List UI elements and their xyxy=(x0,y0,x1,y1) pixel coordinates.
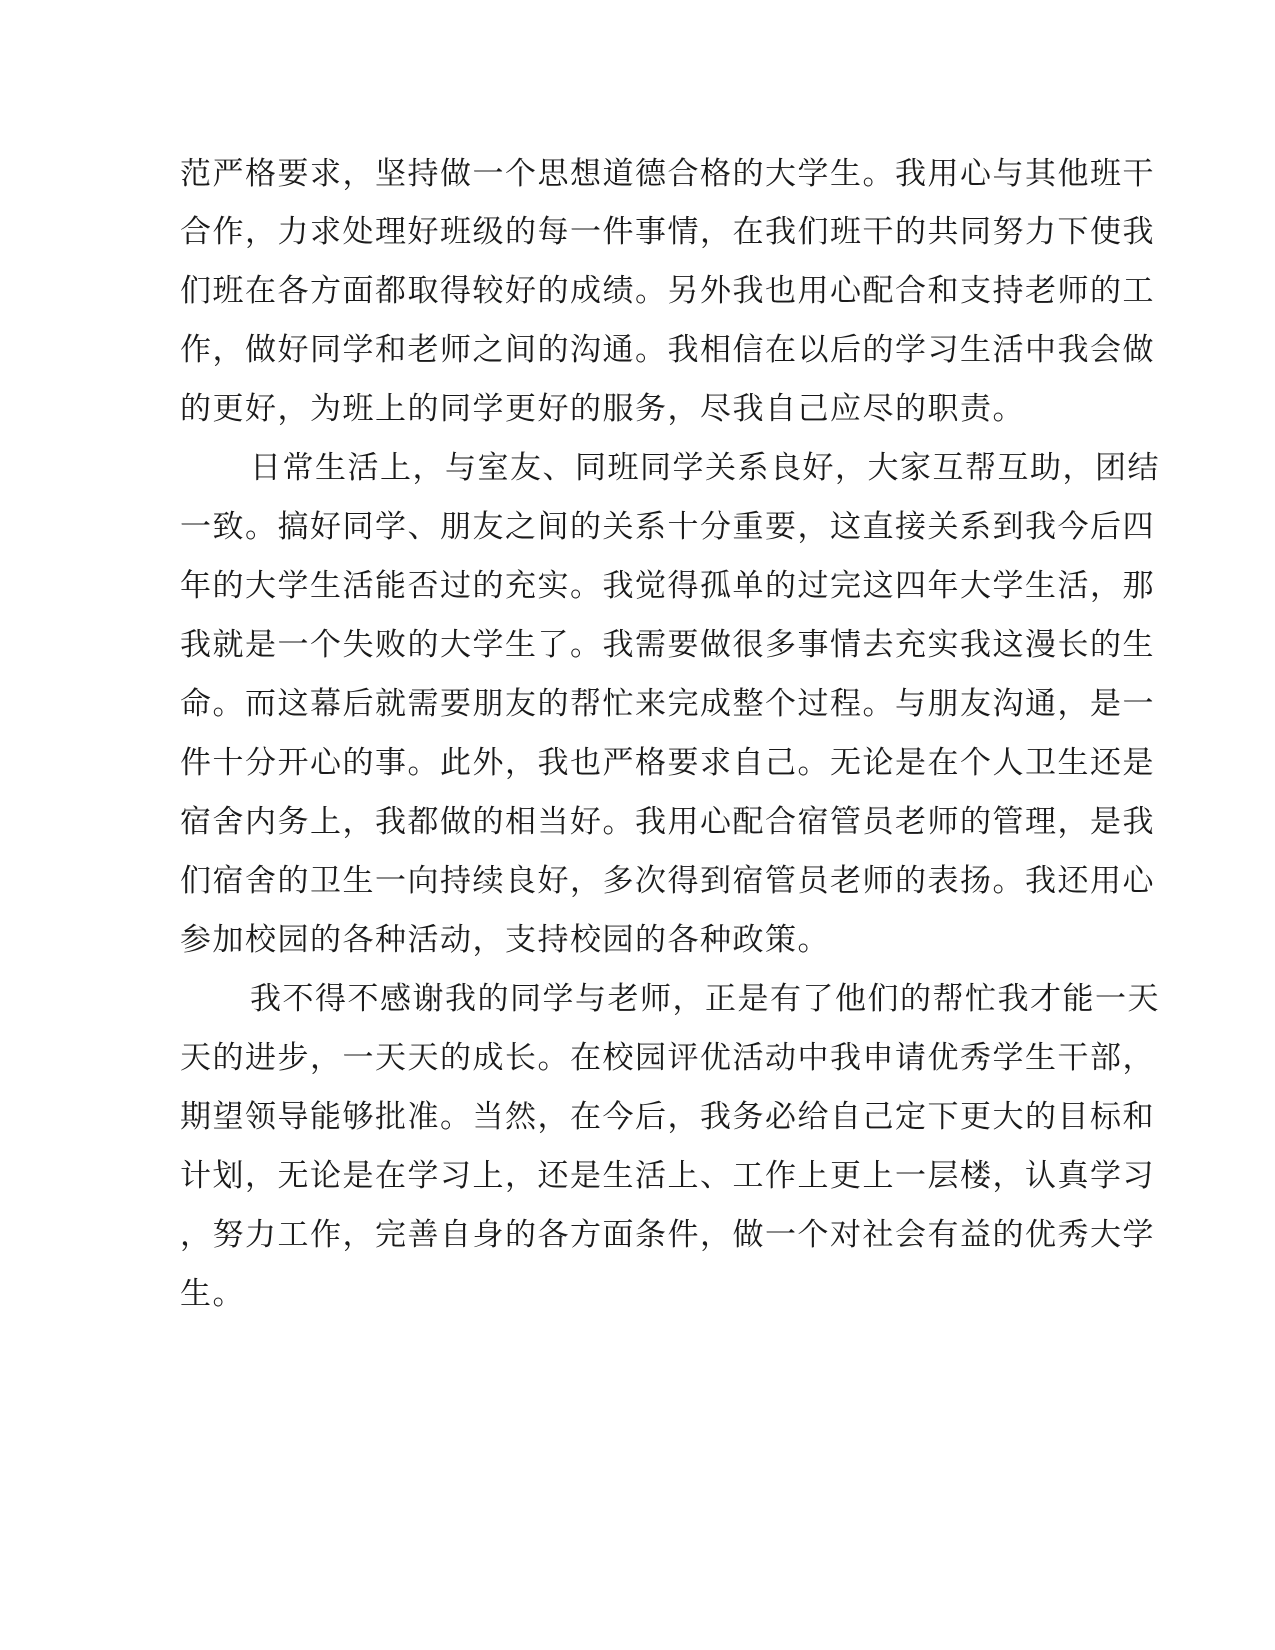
text-line: 生。 xyxy=(180,1276,245,1312)
text-line: 的更好，为班上的同学更好的服务，尽我自己应尽的职责。 xyxy=(180,391,1025,427)
text-line: 我就是一个失败的大学生了。我需要做很多事情去充实我这漫长的生 xyxy=(180,627,1155,663)
text-line: 们宿舍的卫生一向持续良好，多次得到宿管员老师的表扬。我还用心 xyxy=(180,863,1155,899)
text-line: 作，做好同学和老师之间的沟通。我相信在以后的学习生活中我会做 xyxy=(180,332,1155,368)
text-line: 一致。搞好同学、朋友之间的关系十分重要，这直接关系到我今后四 xyxy=(180,509,1155,545)
paragraph-start-line: 我不得不感谢我的同学与老师，正是有了他们的帮忙我才能一天 xyxy=(250,981,1160,1017)
text-line: 合作，力求处理好班级的每一件事情，在我们班干的共同努力下使我 xyxy=(180,214,1155,250)
text-line: 件十分开心的事。此外，我也严格要求自己。无论是在个人卫生还是 xyxy=(180,745,1155,781)
text-line: 年的大学生活能否过的充实。我觉得孤单的过完这四年大学生活，那 xyxy=(180,568,1155,604)
text-line: 参加校园的各种活动，支持校园的各种政策。 xyxy=(180,922,830,958)
text-line: ，努力工作，完善自身的各方面条件，做一个对社会有益的优秀大学 xyxy=(180,1217,1155,1253)
text-line: 们班在各方面都取得较好的成绩。另外我也用心配合和支持老师的工 xyxy=(180,273,1155,309)
text-line: 期望领导能够批准。当然，在今后，我务必给自己定下更大的目标和 xyxy=(180,1099,1155,1135)
text-line: 命。而这幕后就需要朋友的帮忙来完成整个过程。与朋友沟通，是一 xyxy=(180,686,1155,722)
text-line: 宿舍内务上，我都做的相当好。我用心配合宿管员老师的管理，是我 xyxy=(180,804,1155,840)
text-line: 计划，无论是在学习上，还是生活上、工作上更上一层楼，认真学习 xyxy=(180,1158,1155,1194)
text-line: 天的进步，一天天的成长。在校园评优活动中我申请优秀学生干部， xyxy=(180,1040,1155,1076)
text-line: 范严格要求，坚持做一个思想道德合格的大学生。我用心与其他班干 xyxy=(180,156,1155,192)
paragraph-start-line: 日常生活上，与室友、同班同学关系良好，大家互帮互助，团结 xyxy=(250,450,1160,486)
